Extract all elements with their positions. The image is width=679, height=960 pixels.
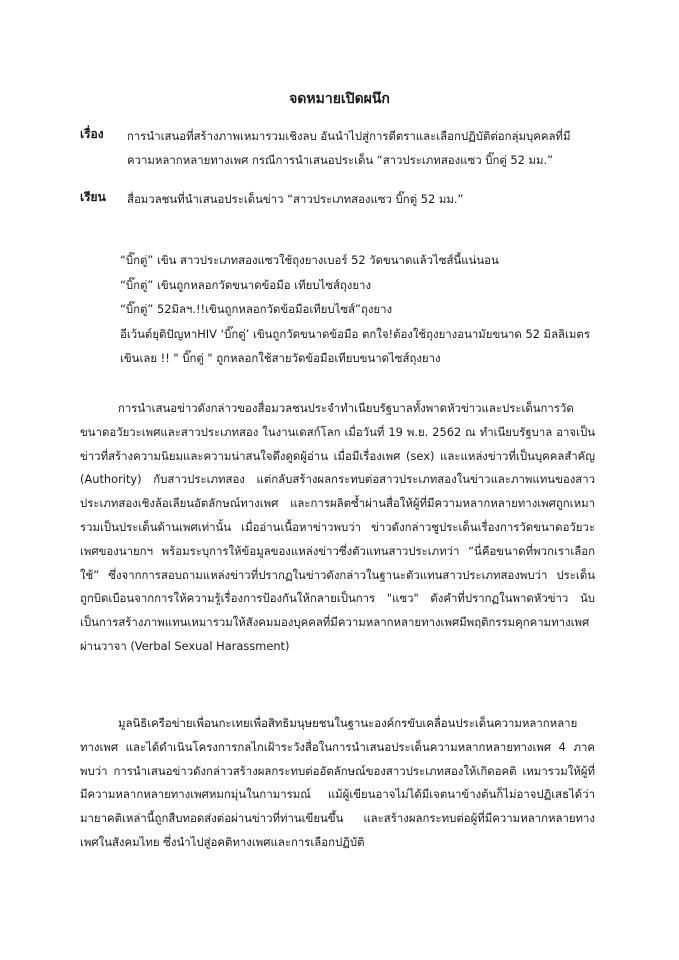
headline-quotes	[120, 248, 610, 371]
body-paragraph-2-text: มูลนิธิเครือข่ายเพื่อนกะเทยเพื่อสิทธิมนุษยชนในฐานะองค์กรขับเคลื่อนประเด็นความหลากหลายทางเพศ และได้ดำเนินโครงการกลไกเฝ้าระวังสื่อในการนำเสนอประเด็นความหลากหลายทางเพศ 4 ภาค พบว่า การนำเสนอข่าวดังกล่าวสร้างผลกระทบต่ออัตลักษณ์ของสาวประเภทสองให้เกิดอคติ เหมารวมให้ผู้ที่มีความหลากหลายทางเพศหมกมุ่นในกามารมณ์ แม้ผู้เขียนอาจไม่ได้มีเจตนาข้างต้นก็ไม่อาจปฏิเสธได้ว่ามายาคติเหล่านี้ถูกสืบทอดส่งต่อผ่านข่าวที่ท่านเขียนขึ้น และสร้างผลกระทบต่อผู้ที่มีความหลากหลายทางเพศในสังคมไทย ซึ่งนำไปสู่อคติทางเพศและการเลือกปฏิบัติ	[80, 716, 595, 849]
body-paragraph-1-text: การนำเสนอข่าวดังกล่าวของสื่อมวลชนประจำทำเนียบรัฐบาลทั้งพาดหัวข่าวและประเด็นการวัดขนาดอวัยวะเพศและสาวประเภทสอง ในงานเดสก์โลก เมื่อวันที่ 19 พ.ย. 2562 ณ ทำเนียบรัฐบาล อาจเป็นข่าวที่สร้างความนิยมและความน่าสนใจดึงดูดผู้อ่าน เมื่อมีเรื่องเพศ (sex) และแหล่งข่าวที่เป็นบุคคลสำคัญ (Authority) กับสาวประเภทสอง แต่กลับสร้างผลกระทบต่อสาวประเภทสองในข่าวและภาพแทนของสาวประเภทสองเชิงล้อเลียนอัตลักษณ์ทางเพศ และการผลิตซ้ำผ่านสื่อให้ผู้ที่มีความหลากหลายทางเพศถูกเหมารวมเป็นประเด็นด้านเพศเท่านั้น เมื่ออ่านเนื้อหาข่าวพบว่า ข่าวดังกล่าวชูประเด็นเรื่องการวัดขนาดอวัยวะเพศของนายกฯ พร้อมระบุการให้ข้อมูลของแหล่งข่าวซึ่งตัวแทนสาวประเภทว่า “นี่คือขนาดที่พวกเราเลือกใช้” ซึ่งจากการสอบถามแหล่งข่าวที่ปรากฏในข่าวดังกล่าวในฐานะตัวแทนสาวประเภทสองพบว่า ประเด็นถูกบิดเบือนจากการให้ความรู้เรื่องการป้องกันให้กลายเป็นการ "แซว" ดังคำที่ปรากฏในพาดหัวข่าว นับเป็นการสร้างภาพแทนเหมารวมให้สังคมมองบุคคลที่มีความหลากหลายทางเพศมีพฤติกรรมคุกคามทางเพศผ่านวาจา (Verbal Sexual Harassment)	[80, 401, 595, 653]
body-paragraph-2	[80, 712, 595, 855]
recipient-text: สื่อมวลชนที่นำเสนอประเด็นข่าว “สาวประเภทสองแซว บิ๊กตู่ 52 มม.”	[127, 192, 464, 206]
headline-quote: “บิ๊กตู่” 52มิลฯ.!!เขินถูกหลอกวัดข้อมือเทียบไซส์”ถุงยาง	[120, 302, 393, 316]
letter-title: จดหมายเปิดผนึก	[289, 91, 390, 107]
subject-label: เรื่อง	[80, 127, 104, 141]
recipient-label: เรียน	[80, 190, 106, 204]
subject-text: การนำเสนอที่สร้างภาพเหมารวมเชิงลบ อันนำไปสู่การตีตราและเลือกปฏิบัติต่อกลุ่มบุคคลที่มีความหลากหลายทางเพศ กรณีการนำเสนอประเด็น “สาวประเภทสองแซว บิ๊กตู่ 52 มม.”	[127, 129, 571, 167]
headline-quote: “บิ๊กตู่” เขิน สาวประเภทสองแซวใช้ถุงยางเบอร์ 52 วัดขนาดแล้วไซส์นี้แน่นอน	[120, 253, 499, 267]
headline-quote: “บิ๊กตู่” เขินถูกหลอกวัดขนาดข้อมือ เทียบไซส์ถุงยาง	[120, 277, 371, 292]
headline-quote: อีเว้นต์ยุติปัญหาHIV ‘บิ๊กตู่’ เขินถูกวัดขนาดข้อมือ ตกใจ!ต้องใช้ถุงยางอนามัยขนาด 52 มิลลิเมตร	[120, 326, 590, 341]
body-paragraph-1	[80, 397, 595, 659]
headline-quote: เขินเลย !! " บิ๊กตู่ " ถูกหลอกใช้สายวัดข้อมือเทียบขนาดไซส์ถุงยาง	[120, 351, 441, 365]
